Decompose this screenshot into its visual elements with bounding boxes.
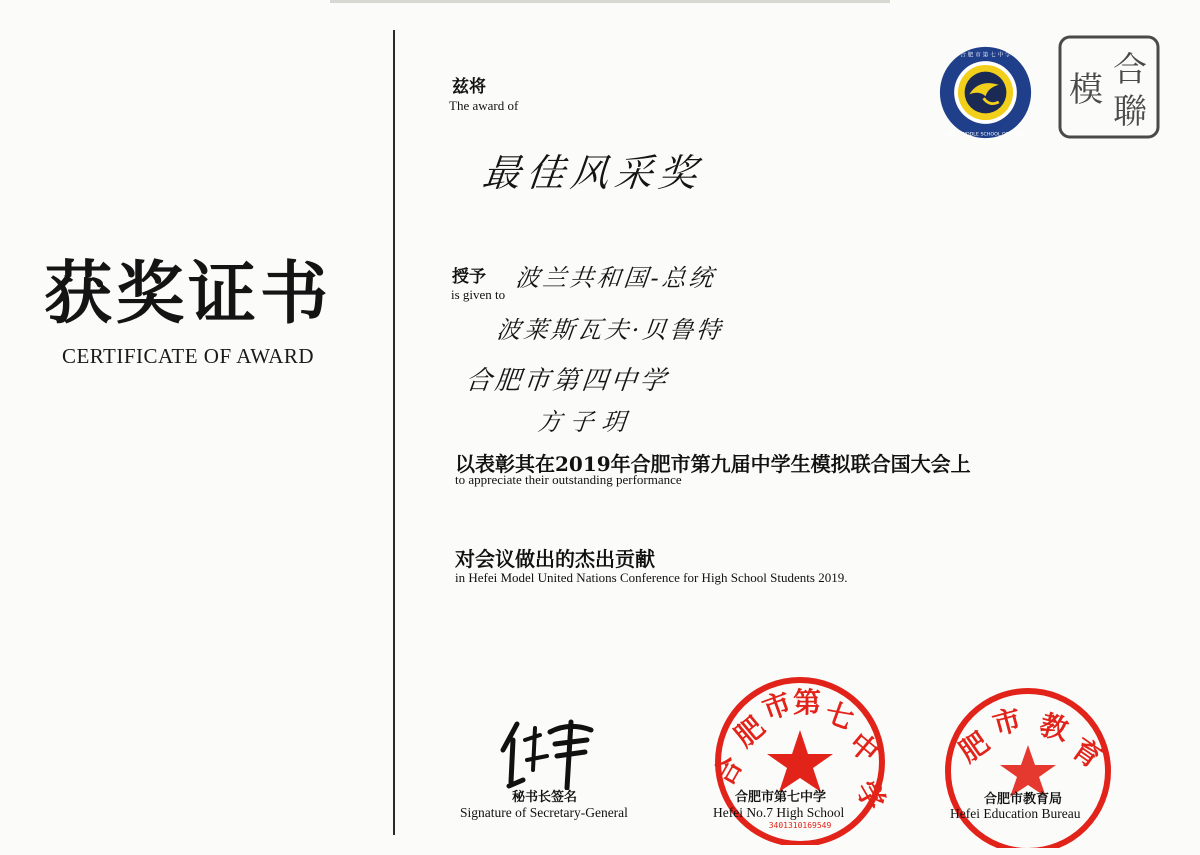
secretary-signature-drawing (495, 710, 605, 790)
munc-seal (1058, 35, 1160, 139)
award-label-cn: 兹将 (452, 77, 486, 97)
svg-text:肥: 肥 (728, 710, 771, 754)
svg-text:NO.7 MIDDLE SCHOOL OF HEFEI: NO.7 MIDDLE SCHOOL OF HEFEI (947, 132, 1024, 138)
school-label-cn: 合肥市第七中学 (735, 790, 827, 805)
signature-label-cn: 秘书长签名 (512, 790, 578, 805)
svg-text:教: 教 (1036, 707, 1072, 748)
signature-label-en: Signature of Secretary-General (460, 805, 628, 820)
svg-text:3401310169549: 3401310169549 (768, 821, 832, 830)
school-logo (938, 45, 1033, 140)
svg-text:合: 合 (1113, 50, 1147, 90)
recipient-country-role: 波兰共和国-总统 (514, 264, 718, 292)
bureau-red-stamp (938, 683, 1118, 848)
bureau-label-cn: 合肥市教育局 (984, 792, 1063, 807)
school-label-en: Hefei No.7 High School (713, 805, 845, 820)
svg-text:市: 市 (758, 685, 796, 727)
svg-text:合: 合 (706, 750, 750, 792)
certificate-title-cn: 获奖证书 (43, 254, 332, 334)
recipient-delegate-name: 波莱斯瓦夫·贝鲁特 (495, 316, 725, 344)
svg-text:第: 第 (793, 686, 822, 719)
svg-text:学: 学 (848, 775, 892, 816)
svg-text:中: 中 (842, 726, 886, 770)
citation-line1-en: to appreciate their outstanding performance (455, 472, 682, 487)
svg-text:聯: 聯 (1113, 92, 1147, 132)
citation-line2-en: in Hefei Model United Nations Conference for High School Students 2019. (455, 570, 848, 585)
recipient-label-cn: 授予 (452, 267, 486, 287)
svg-text:七: 七 (820, 695, 859, 737)
scan-edge (330, 0, 890, 3)
recipient-label-en: is given to (451, 287, 506, 302)
award-label-en: The award of (449, 98, 519, 113)
vertical-divider (393, 30, 395, 835)
bureau-label-en: Hefei Education Bureau (950, 806, 1081, 821)
recipient-student-name: 方子玥 (536, 408, 636, 436)
recipient-school: 合肥市第四中学 (464, 366, 671, 396)
svg-text:模: 模 (1069, 70, 1103, 110)
certificate-title-en: CERTIFICATE OF AWARD (61, 344, 315, 368)
svg-text:市: 市 (989, 702, 1025, 742)
citation-line2-cn: 对会议做出的杰出贡献 (455, 547, 655, 571)
award-name-handwritten: 最佳风采奖 (480, 151, 705, 195)
svg-text:合 肥 市 第 七 中 学: 合 肥 市 第 七 中 学 (960, 52, 1011, 59)
citation-line1-cn: 以表彰其在2019年合肥市第九届中学生模拟联合国大会上 (455, 452, 971, 476)
svg-text:育: 育 (1065, 731, 1108, 775)
svg-text:肥: 肥 (953, 725, 995, 769)
